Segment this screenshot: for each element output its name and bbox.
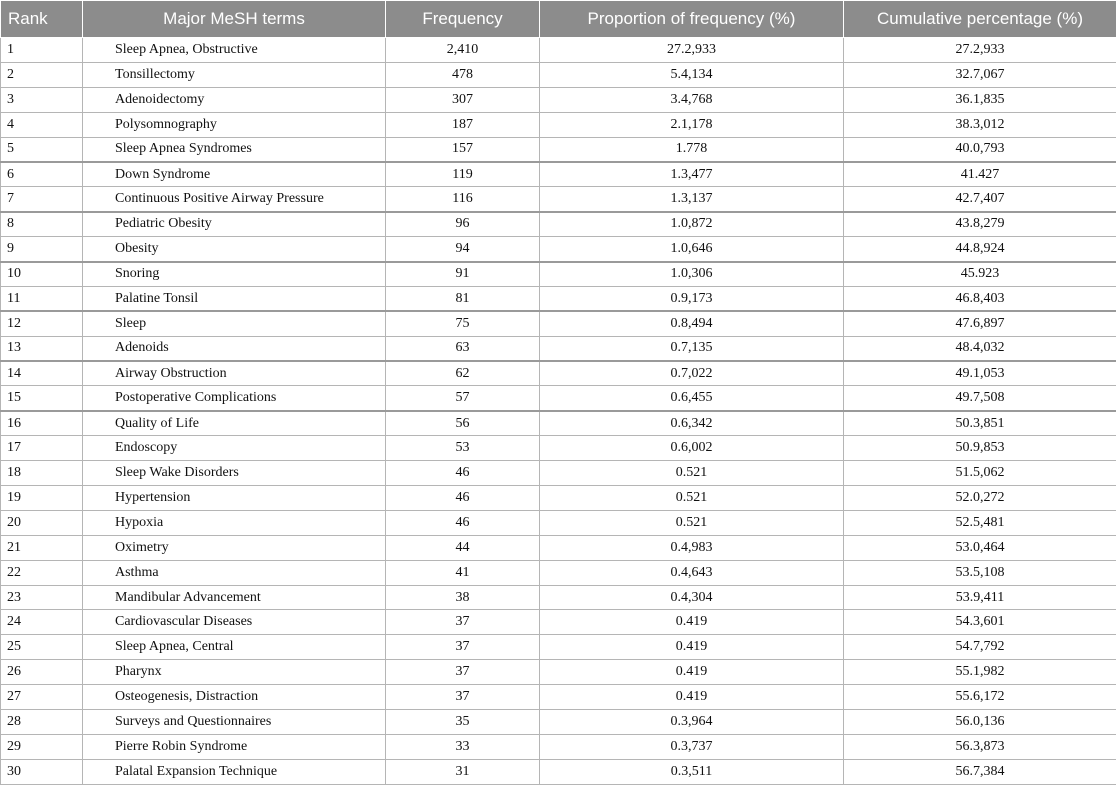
table-row — [1, 535, 1116, 560]
rank-cell: 8 — [1, 212, 83, 237]
frequency-cell: 63 — [386, 336, 540, 361]
table-row — [1, 62, 1116, 87]
table-row — [1, 386, 1116, 411]
mesh-term-cell: Palatine Tonsil — [83, 286, 386, 311]
proportion-cell: 1.3,137 — [540, 187, 844, 212]
rank-cell: 7 — [1, 187, 83, 212]
rank-cell: 2 — [1, 62, 83, 87]
mesh-term-cell: Sleep — [83, 311, 386, 336]
table-row — [1, 610, 1116, 635]
table-row — [1, 262, 1116, 287]
cumulative-cell: 43.8,279 — [844, 212, 1116, 237]
table-row — [1, 734, 1116, 759]
mesh-term-cell: Adenoidectomy — [83, 87, 386, 112]
rank-cell: 5 — [1, 137, 83, 162]
frequency-cell: 56 — [386, 411, 540, 436]
proportion-cell: 27.2,933 — [540, 38, 844, 63]
mesh-term-cell: Hypoxia — [83, 510, 386, 535]
frequency-cell: 75 — [386, 311, 540, 336]
cumulative-cell: 49.7,508 — [844, 386, 1116, 411]
frequency-cell: 187 — [386, 112, 540, 137]
cumulative-cell: 54.3,601 — [844, 610, 1116, 635]
proportion-cell: 0.419 — [540, 610, 844, 635]
mesh-term-cell: Surveys and Questionnaires — [83, 710, 386, 735]
frequency-cell: 37 — [386, 685, 540, 710]
table-row — [1, 286, 1116, 311]
mesh-term-cell: Tonsillectomy — [83, 62, 386, 87]
mesh-term-cell: Cardiovascular Diseases — [83, 610, 386, 635]
table-row — [1, 710, 1116, 735]
cumulative-cell: 47.6,897 — [844, 311, 1116, 336]
mesh-term-cell: Mandibular Advancement — [83, 585, 386, 610]
frequency-cell: 37 — [386, 635, 540, 660]
rank-cell: 23 — [1, 585, 83, 610]
header-row — [1, 1, 1116, 38]
table-row — [1, 112, 1116, 137]
table-row — [1, 87, 1116, 112]
cumulative-cell: 56.7,384 — [844, 759, 1116, 784]
header-major-mesh-terms: Major MeSH terms — [83, 1, 386, 38]
header-rank: Rank — [1, 1, 83, 38]
table-row — [1, 187, 1116, 212]
proportion-cell: 2.1,178 — [540, 112, 844, 137]
rank-cell: 6 — [1, 162, 83, 187]
rank-cell: 26 — [1, 660, 83, 685]
mesh-term-cell: Polysomnography — [83, 112, 386, 137]
rank-cell: 11 — [1, 286, 83, 311]
rank-cell: 1 — [1, 38, 83, 63]
proportion-cell: 0.7,022 — [540, 361, 844, 386]
rank-cell: 29 — [1, 734, 83, 759]
table-row — [1, 237, 1116, 262]
cumulative-cell: 54.7,792 — [844, 635, 1116, 660]
frequency-cell: 96 — [386, 212, 540, 237]
cumulative-cell: 52.5,481 — [844, 510, 1116, 535]
frequency-cell: 37 — [386, 660, 540, 685]
frequency-cell: 62 — [386, 361, 540, 386]
header-frequency: Frequency — [386, 1, 540, 38]
frequency-cell: 53 — [386, 436, 540, 461]
mesh-term-cell: Osteogenesis, Distraction — [83, 685, 386, 710]
frequency-cell: 46 — [386, 510, 540, 535]
proportion-cell: 1.0,646 — [540, 237, 844, 262]
proportion-cell: 0.3,964 — [540, 710, 844, 735]
cumulative-cell: 53.5,108 — [844, 560, 1116, 585]
frequency-cell: 44 — [386, 535, 540, 560]
frequency-cell: 37 — [386, 610, 540, 635]
proportion-cell: 1.0,872 — [540, 212, 844, 237]
mesh-term-cell: Sleep Wake Disorders — [83, 461, 386, 486]
rank-cell: 9 — [1, 237, 83, 262]
frequency-cell: 81 — [386, 286, 540, 311]
cumulative-cell: 38.3,012 — [844, 112, 1116, 137]
mesh-term-cell: Sleep Apnea, Central — [83, 635, 386, 660]
proportion-cell: 0.8,494 — [540, 311, 844, 336]
frequency-cell: 46 — [386, 461, 540, 486]
proportion-cell: 0.9,173 — [540, 286, 844, 311]
mesh-term-cell: Pediatric Obesity — [83, 212, 386, 237]
table-row — [1, 560, 1116, 585]
rank-cell: 10 — [1, 262, 83, 287]
rank-cell: 27 — [1, 685, 83, 710]
mesh-term-cell: Obesity — [83, 237, 386, 262]
cumulative-cell: 56.3,873 — [844, 734, 1116, 759]
table-header — [1, 1, 1116, 38]
mesh-term-cell: Snoring — [83, 262, 386, 287]
mesh-term-cell: Pierre Robin Syndrome — [83, 734, 386, 759]
rank-cell: 4 — [1, 112, 83, 137]
mesh-term-cell: Quality of Life — [83, 411, 386, 436]
mesh-term-cell: Continuous Positive Airway Pressure — [83, 187, 386, 212]
proportion-cell: 0.521 — [540, 486, 844, 511]
proportion-cell: 0.3,511 — [540, 759, 844, 784]
table-row — [1, 461, 1116, 486]
mesh-term-cell: Hypertension — [83, 486, 386, 511]
cumulative-cell: 36.1,835 — [844, 87, 1116, 112]
rank-cell: 12 — [1, 311, 83, 336]
table-row — [1, 486, 1116, 511]
table-row — [1, 137, 1116, 162]
cumulative-cell: 49.1,053 — [844, 361, 1116, 386]
proportion-cell: 0.521 — [540, 510, 844, 535]
rank-cell: 13 — [1, 336, 83, 361]
table-row — [1, 162, 1116, 187]
cumulative-cell: 40.0,793 — [844, 137, 1116, 162]
table-row — [1, 436, 1116, 461]
proportion-cell: 1.0,306 — [540, 262, 844, 287]
proportion-cell: 0.6,342 — [540, 411, 844, 436]
table-row — [1, 411, 1116, 436]
rank-cell: 30 — [1, 759, 83, 784]
header-cumulative-percentage: Cumulative percentage (%) — [844, 1, 1116, 38]
mesh-term-cell: Pharynx — [83, 660, 386, 685]
table-row — [1, 510, 1116, 535]
cumulative-cell: 48.4,032 — [844, 336, 1116, 361]
cumulative-cell: 50.9,853 — [844, 436, 1116, 461]
rank-cell: 3 — [1, 87, 83, 112]
cumulative-cell: 56.0,136 — [844, 710, 1116, 735]
cumulative-cell: 42.7,407 — [844, 187, 1116, 212]
table-row — [1, 585, 1116, 610]
rank-cell: 22 — [1, 560, 83, 585]
rank-cell: 21 — [1, 535, 83, 560]
rank-cell: 18 — [1, 461, 83, 486]
table-row — [1, 311, 1116, 336]
frequency-cell: 478 — [386, 62, 540, 87]
rank-cell: 16 — [1, 411, 83, 436]
table-row — [1, 635, 1116, 660]
proportion-cell: 3.4,768 — [540, 87, 844, 112]
mesh-term-cell: Adenoids — [83, 336, 386, 361]
mesh-term-cell: Airway Obstruction — [83, 361, 386, 386]
table-row — [1, 759, 1116, 784]
mesh-term-cell: Asthma — [83, 560, 386, 585]
proportion-cell: 5.4,134 — [540, 62, 844, 87]
cumulative-cell: 32.7,067 — [844, 62, 1116, 87]
cumulative-cell: 52.0,272 — [844, 486, 1116, 511]
table-row — [1, 336, 1116, 361]
mesh-term-cell: Endoscopy — [83, 436, 386, 461]
frequency-cell: 94 — [386, 237, 540, 262]
rank-cell: 24 — [1, 610, 83, 635]
proportion-cell: 0.4,304 — [540, 585, 844, 610]
proportion-cell: 1.778 — [540, 137, 844, 162]
proportion-cell: 0.419 — [540, 685, 844, 710]
cumulative-cell: 55.1,982 — [844, 660, 1116, 685]
frequency-cell: 116 — [386, 187, 540, 212]
table-row — [1, 38, 1116, 63]
frequency-cell: 33 — [386, 734, 540, 759]
mesh-term-cell: Palatal Expansion Technique — [83, 759, 386, 784]
table-row — [1, 212, 1116, 237]
proportion-cell: 1.3,477 — [540, 162, 844, 187]
frequency-cell: 38 — [386, 585, 540, 610]
rank-cell: 25 — [1, 635, 83, 660]
mesh-term-cell: Down Syndrome — [83, 162, 386, 187]
proportion-cell: 0.4,643 — [540, 560, 844, 585]
cumulative-cell: 41.427 — [844, 162, 1116, 187]
frequency-cell: 119 — [386, 162, 540, 187]
proportion-cell: 0.4,983 — [540, 535, 844, 560]
rank-cell: 19 — [1, 486, 83, 511]
rank-cell: 17 — [1, 436, 83, 461]
frequency-cell: 31 — [386, 759, 540, 784]
proportion-cell: 0.3,737 — [540, 734, 844, 759]
proportion-cell: 0.6,002 — [540, 436, 844, 461]
frequency-cell: 57 — [386, 386, 540, 411]
cumulative-cell: 44.8,924 — [844, 237, 1116, 262]
cumulative-cell: 27.2,933 — [844, 38, 1116, 63]
proportion-cell: 0.7,135 — [540, 336, 844, 361]
frequency-cell: 91 — [386, 262, 540, 287]
frequency-cell: 46 — [386, 486, 540, 511]
table-row — [1, 361, 1116, 386]
mesh-term-cell: Oximetry — [83, 535, 386, 560]
frequency-cell: 157 — [386, 137, 540, 162]
proportion-cell: 0.419 — [540, 635, 844, 660]
cumulative-cell: 55.6,172 — [844, 685, 1116, 710]
frequency-cell: 41 — [386, 560, 540, 585]
mesh-term-cell: Sleep Apnea Syndromes — [83, 137, 386, 162]
frequency-cell: 2,410 — [386, 38, 540, 63]
proportion-cell: 0.521 — [540, 461, 844, 486]
table-row — [1, 685, 1116, 710]
cumulative-cell: 50.3,851 — [844, 411, 1116, 436]
cumulative-cell: 51.5,062 — [844, 461, 1116, 486]
cumulative-cell: 53.9,411 — [844, 585, 1116, 610]
rank-cell: 28 — [1, 710, 83, 735]
mesh-term-cell: Postoperative Complications — [83, 386, 386, 411]
rank-cell: 14 — [1, 361, 83, 386]
cumulative-cell: 46.8,403 — [844, 286, 1116, 311]
cumulative-cell: 45.923 — [844, 262, 1116, 287]
mesh-term-cell: Sleep Apnea, Obstructive — [83, 38, 386, 63]
table-body — [1, 38, 1116, 785]
cumulative-cell: 53.0,464 — [844, 535, 1116, 560]
header-proportion-of-frequency: Proportion of frequency (%) — [540, 1, 844, 38]
rank-cell: 15 — [1, 386, 83, 411]
frequency-cell: 307 — [386, 87, 540, 112]
proportion-cell: 0.6,455 — [540, 386, 844, 411]
frequency-cell: 35 — [386, 710, 540, 735]
table-row — [1, 660, 1116, 685]
rank-cell: 20 — [1, 510, 83, 535]
proportion-cell: 0.419 — [540, 660, 844, 685]
